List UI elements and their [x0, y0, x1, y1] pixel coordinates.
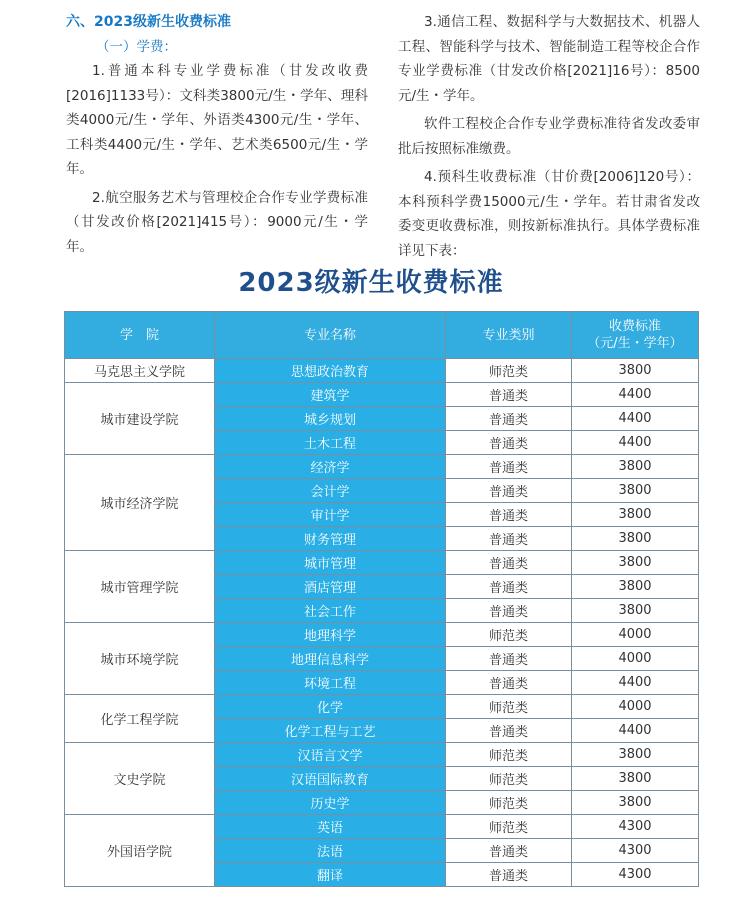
category-cell: 普通类 — [446, 551, 572, 575]
major-cell: 城市管理 — [215, 551, 446, 575]
major-cell: 思想政治教育 — [215, 359, 446, 383]
fee-cell: 3800 — [572, 791, 699, 815]
table-row — [65, 743, 699, 767]
paragraph: 2.航空服务艺术与管理校企合作专业学费标准（甘发改价格[2021]415号）：9000元/生・学年。 — [66, 189, 368, 255]
category-cell: 师范类 — [446, 791, 572, 815]
category-cell: 师范类 — [446, 767, 572, 791]
major-cell: 酒店管理 — [215, 575, 446, 599]
intro-left-column — [66, 10, 368, 263]
category-cell: 普通类 — [446, 503, 572, 527]
major-cell: 经济学 — [215, 455, 446, 479]
subsection-title: （一）学费： — [96, 38, 177, 55]
section-title: 六、2023级新生收费标准 — [66, 14, 231, 30]
major-cell: 化学 — [215, 695, 446, 719]
dept-cell: 文史学院 — [65, 743, 215, 815]
table-row — [65, 455, 699, 479]
table-row — [65, 383, 699, 407]
major-cell: 法语 — [215, 839, 446, 863]
category-cell: 普通类 — [446, 479, 572, 503]
fee-cell: 3800 — [572, 359, 699, 383]
category-cell: 普通类 — [446, 719, 572, 743]
table-header-row — [65, 312, 699, 359]
category-cell: 普通类 — [446, 383, 572, 407]
fee-cell: 3800 — [572, 455, 699, 479]
dept-cell: 城市经济学院 — [65, 455, 215, 551]
header-fee-line1: 收费标准 — [608, 319, 661, 334]
major-cell: 翻译 — [215, 863, 446, 887]
category-cell: 师范类 — [446, 695, 572, 719]
table-row — [65, 551, 699, 575]
dept-cell: 城市环境学院 — [65, 623, 215, 695]
major-cell: 审计学 — [215, 503, 446, 527]
fee-cell: 3800 — [572, 527, 699, 551]
major-cell: 历史学 — [215, 791, 446, 815]
fee-table — [64, 311, 699, 887]
fee-table-body — [65, 359, 699, 887]
fee-cell: 4300 — [572, 863, 699, 887]
major-cell: 汉语国际教育 — [215, 767, 446, 791]
table-row — [65, 623, 699, 647]
major-cell: 英语 — [215, 815, 446, 839]
major-cell: 建筑学 — [215, 383, 446, 407]
major-cell: 会计学 — [215, 479, 446, 503]
fee-cell: 4400 — [572, 719, 699, 743]
fee-cell: 4400 — [572, 383, 699, 407]
fee-cell: 3800 — [572, 503, 699, 527]
fee-cell: 3800 — [572, 479, 699, 503]
major-cell: 社会工作 — [215, 599, 446, 623]
category-cell: 师范类 — [446, 359, 572, 383]
major-cell: 城乡规划 — [215, 407, 446, 431]
category-cell: 普通类 — [446, 575, 572, 599]
fee-cell: 4000 — [572, 623, 699, 647]
category-cell: 普通类 — [446, 839, 572, 863]
fee-cell: 4300 — [572, 815, 699, 839]
category-cell: 师范类 — [446, 815, 572, 839]
fee-cell: 4400 — [572, 431, 699, 455]
table-row — [65, 695, 699, 719]
category-cell: 师范类 — [446, 743, 572, 767]
fee-cell: 3800 — [572, 575, 699, 599]
major-cell: 地理信息科学 — [215, 647, 446, 671]
category-cell: 普通类 — [446, 527, 572, 551]
fee-cell: 4000 — [572, 695, 699, 719]
header-fee-line2: （元/生・学年） — [587, 336, 683, 351]
major-cell: 财务管理 — [215, 527, 446, 551]
category-cell: 普通类 — [446, 407, 572, 431]
fee-cell: 3800 — [572, 743, 699, 767]
header-dept: 学 院 — [65, 312, 215, 359]
category-cell: 普通类 — [446, 431, 572, 455]
table-title: 2023级新生收费标准 — [238, 268, 504, 298]
dept-cell: 城市建设学院 — [65, 383, 215, 455]
dept-cell: 外国语学院 — [65, 815, 215, 887]
category-cell: 普通类 — [446, 455, 572, 479]
category-cell: 普通类 — [446, 863, 572, 887]
category-cell: 普通类 — [446, 671, 572, 695]
fee-cell: 4000 — [572, 647, 699, 671]
major-cell: 环境工程 — [215, 671, 446, 695]
intro-right-column — [398, 10, 700, 267]
category-cell: 普通类 — [446, 599, 572, 623]
major-cell: 汉语言文学 — [215, 743, 446, 767]
fee-cell: 3800 — [572, 551, 699, 575]
table-row — [65, 815, 699, 839]
dept-cell: 化学工程学院 — [65, 695, 215, 743]
header-fee — [572, 312, 699, 359]
fee-cell: 4300 — [572, 839, 699, 863]
fee-cell: 4400 — [572, 671, 699, 695]
dept-cell: 马克思主义学院 — [65, 359, 215, 383]
paragraph: 3.通信工程、数据科学与大数据技术、机器人工程、智能科学与技术、智能制造工程等校企合作专业学费标准（甘发改价格[2021]16号）：8500元/生・学年。 — [398, 14, 700, 104]
major-cell: 土木工程 — [215, 431, 446, 455]
paragraph: 1.普通本科专业学费标准（甘发改收费[2016]1133号）：文科类3800元/生・学年、理科类4000元/生・学年、外语类4300元/生・学年、工科类4400元/生・学年、艺术类6500元/生・学年。 — [66, 63, 368, 177]
fee-cell: 3800 — [572, 767, 699, 791]
fee-cell: 3800 — [572, 599, 699, 623]
table-row — [65, 359, 699, 383]
paragraph: 软件工程校企合作专业学费标准待省发改委审批后按照标准缴费。 — [398, 116, 700, 157]
category-cell: 普通类 — [446, 647, 572, 671]
major-cell: 地理科学 — [215, 623, 446, 647]
fee-cell: 4400 — [572, 407, 699, 431]
major-cell: 化学工程与工艺 — [215, 719, 446, 743]
dept-cell: 城市管理学院 — [65, 551, 215, 623]
paragraph: 4.预科生收费标准（甘价费[2006]120号）：本科预科学费15000元/生・学年。若甘肃省发改委变更收费标准，则按新标准执行。具体学费标准详见下表： — [398, 169, 700, 259]
header-category: 专业类别 — [446, 312, 572, 359]
category-cell: 师范类 — [446, 623, 572, 647]
header-major: 专业名称 — [215, 312, 446, 359]
